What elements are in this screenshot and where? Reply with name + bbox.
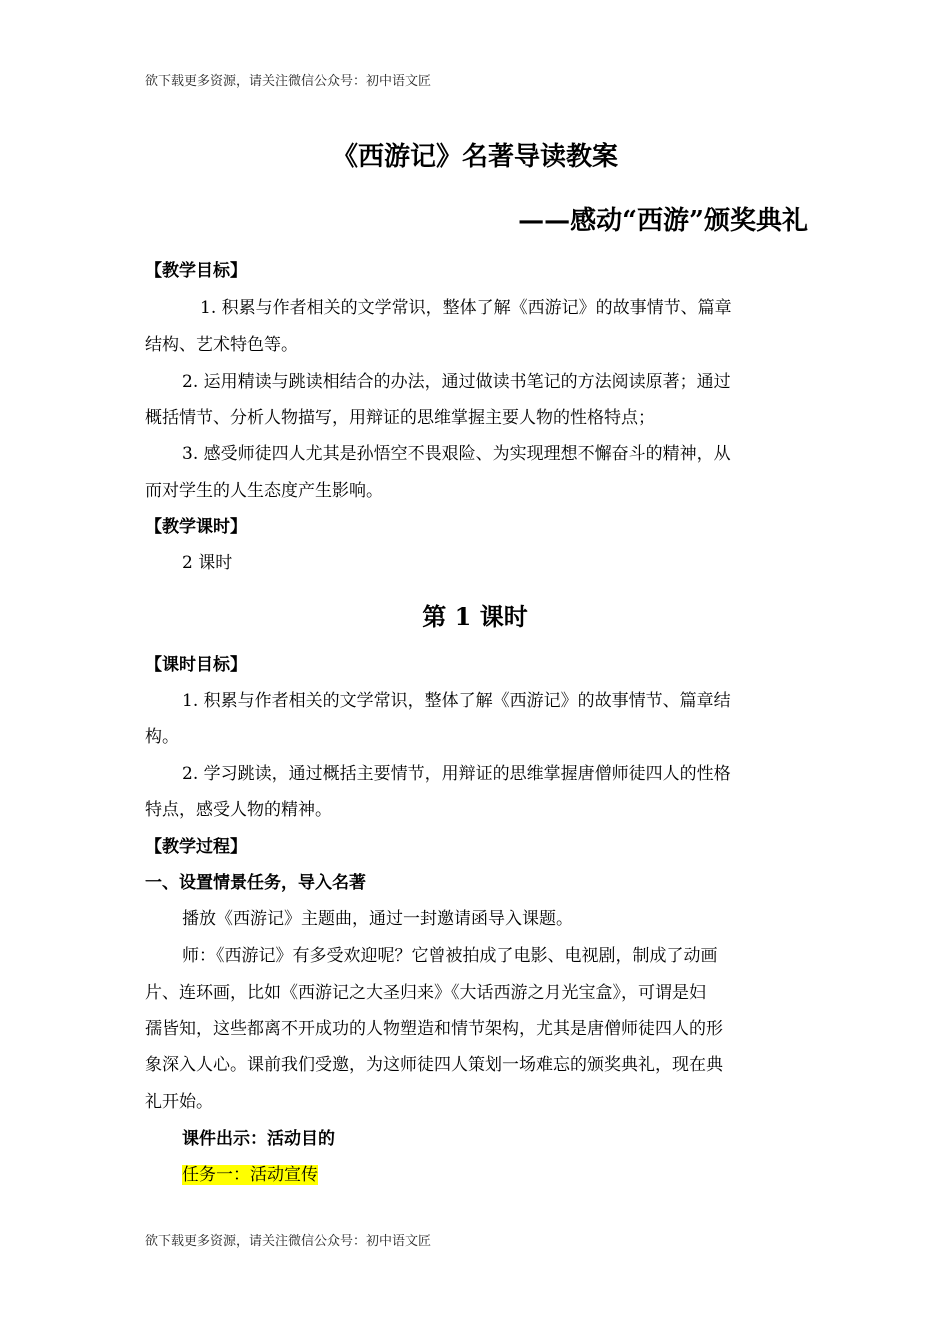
paragraph-2-line-5: 礼开始。 (145, 1092, 213, 1112)
lesson-1-heading: 第 1 课时 (422, 602, 528, 631)
task-1-highlight: 任务一：活动宣传 (182, 1165, 318, 1185)
goal-1-line-1: 1. 积累与作者相关的文学常识，整体了解《西游记》的故事情节、篇章 (200, 298, 732, 318)
document-subtitle: ——感动“西游”颁奖典礼 (518, 206, 808, 236)
goal-2-line-2: 概括情节、分析人物描写，用辩证的思维掌握主要人物的性格特点； (145, 408, 655, 428)
paragraph-1: 播放《西游记》主题曲，通过一封邀请函导入课题。 (182, 909, 573, 929)
step-1-heading: 一、设置情景任务，导入名著 (145, 873, 366, 893)
lesson-goal-1-line-1: 1. 积累与作者相关的文学常识，整体了解《西游记》的故事情节、篇章结 (182, 691, 731, 711)
section-teaching-goals: 【教学目标】 (145, 261, 247, 281)
header-note: 欲下载更多资源，请关注微信公众号：初中语文匠 (145, 74, 432, 89)
paragraph-2-line-4: 象深入人心。课前我们受邀，为这师徒四人策划一场难忘的颁奖典礼，现在典 (145, 1055, 723, 1075)
paragraph-2-line-2: 片、连环画，比如《西游记之大圣归来》《大话西游之月光宝盒》，可谓是妇 (145, 983, 706, 1003)
class-hours-value: 2 课时 (182, 553, 233, 573)
lesson-goal-2-line-1: 2. 学习跳读，通过概括主要情节，用辩证的思维掌握唐僧师徒四人的性格 (182, 764, 731, 784)
paragraph-2-line-3: 孺皆知，这些都离不开成功的人物塑造和情节架构，尤其是唐僧师徒四人的形 (145, 1019, 723, 1039)
section-process: 【教学过程】 (145, 837, 247, 857)
footer-note: 欲下载更多资源，请关注微信公众号：初中语文匠 (145, 1234, 432, 1249)
goal-1-line-2: 结构、艺术特色等。 (145, 335, 298, 355)
goal-2-line-1: 2. 运用精读与跳读相结合的办法，通过做读书笔记的方法阅读原著；通过 (182, 372, 731, 392)
lesson-goal-1-line-2: 构。 (145, 727, 179, 747)
section-lesson-goals: 【课时目标】 (145, 655, 247, 675)
document-title: 《西游记》名著导读教案 (331, 142, 618, 172)
lesson-goal-2-line-2: 特点，感受人物的精神。 (145, 800, 332, 820)
paragraph-2-line-1: 师：《西游记》有多受欢迎呢？它曾被拍成了电影、电视剧，制成了动画 (182, 946, 718, 966)
task-1 (182, 1164, 318, 1186)
courseware-show: 课件出示：活动目的 (182, 1129, 335, 1149)
section-class-hours: 【教学课时】 (145, 517, 247, 537)
goal-3-line-1: 3. 感受师徒四人尤其是孙悟空不畏艰险、为实现理想不懈奋斗的精神，从 (182, 444, 731, 464)
goal-3-line-2: 而对学生的人生态度产生影响。 (145, 481, 383, 501)
